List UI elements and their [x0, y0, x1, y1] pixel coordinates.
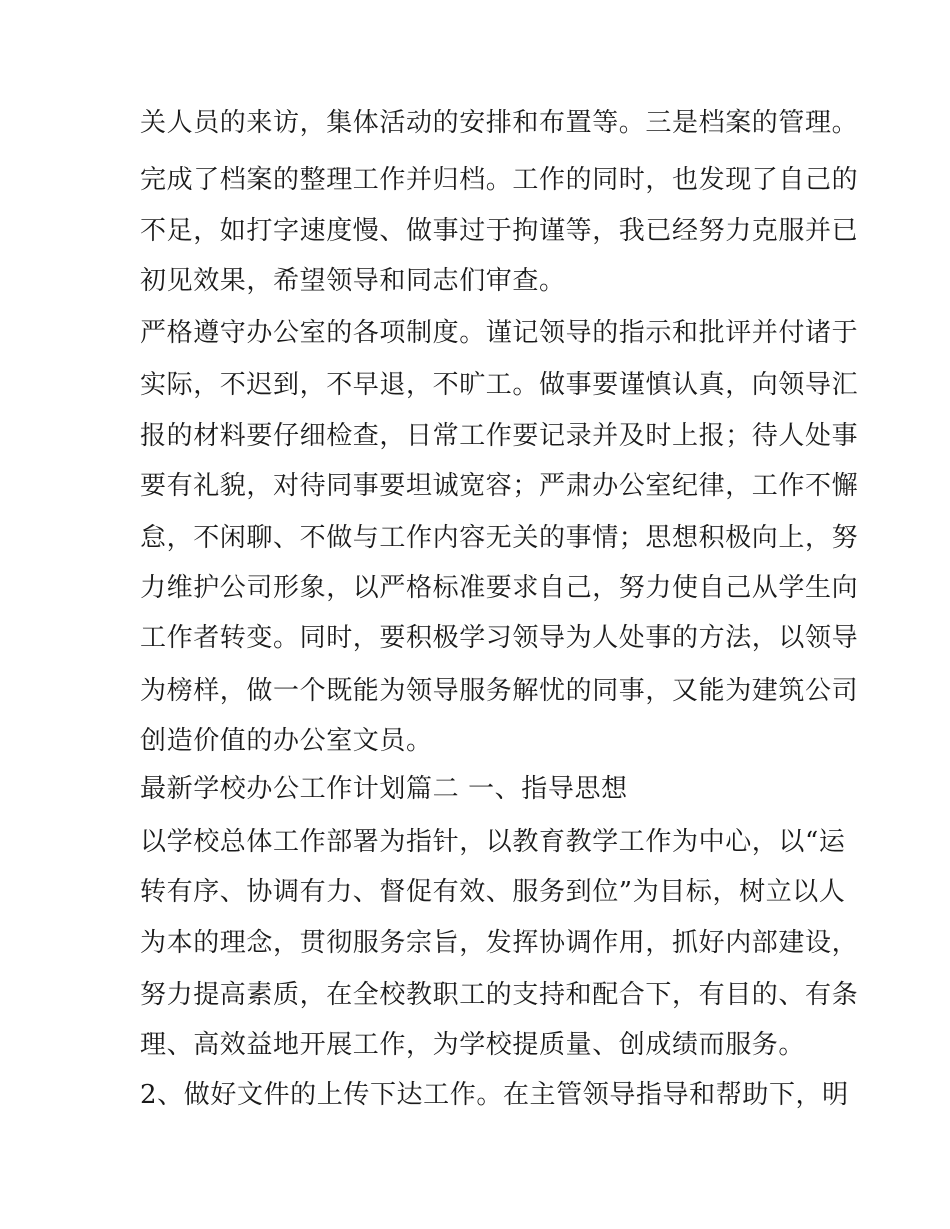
text-line: 为榜样，做一个既能为领导服务解忧的同事，又能为建筑公司	[140, 676, 859, 706]
section-heading: 最新学校办公工作计划篇二 一、指导思想	[140, 774, 628, 804]
text-line: 初见效果，希望领导和同志们审查。	[140, 266, 566, 296]
text-line: 工作者转变。同时，要积极学习领导为人处事的方法，以领导	[140, 623, 859, 653]
text-line: 力维护公司形象，以严格标准要求自己，努力使自己从学生向	[140, 573, 859, 603]
text-line: 严格遵守办公室的各项制度。谨记领导的指示和批评并付诸于	[140, 318, 859, 348]
text-line: 要有礼貌，对待同事要坦诚宽容；严肃办公室纪律，工作不懈	[140, 471, 859, 501]
text-line: 创造价值的办公室文员。	[140, 726, 433, 756]
text-line: 以学校总体工作部署为指针，以教育教学工作为中心，以“运	[140, 827, 846, 857]
text-line: 理、高效益地开展工作，为学校提质量、创成绩而服务。	[140, 1030, 806, 1060]
text-line: 报的材料要仔细检查，日常工作要记录并及时上报；待人处事	[140, 421, 859, 451]
text-line: 2、做好文件的上传下达工作。在主管领导指导和帮助下，明	[140, 1080, 849, 1110]
text-line: 完成了档案的整理工作并归档。工作的同时，也发现了自己的	[140, 165, 859, 195]
text-line: 为本的理念，贯彻服务宗旨，发挥协调作用，抓好内部建设，	[140, 928, 859, 958]
text-line: 努力提高素质，在全校教职工的支持和配合下，有目的、有条	[140, 980, 859, 1010]
text-line: 关人员的来访，集体活动的安排和布置等。三是档案的管理。	[140, 108, 859, 138]
text-line: 转有序、协调有力、督促有效、服务到位”为目标，树立以人	[140, 877, 846, 907]
text-line: 实际，不迟到，不早退，不旷工。做事要谨慎认真，向领导汇	[140, 370, 859, 400]
text-line: 不足，如打字速度慢、做事过于拘谨等，我已经努力克服并已	[140, 216, 859, 246]
text-line: 怠，不闲聊、不做与工作内容无关的事情；思想积极向上，努	[140, 523, 859, 553]
